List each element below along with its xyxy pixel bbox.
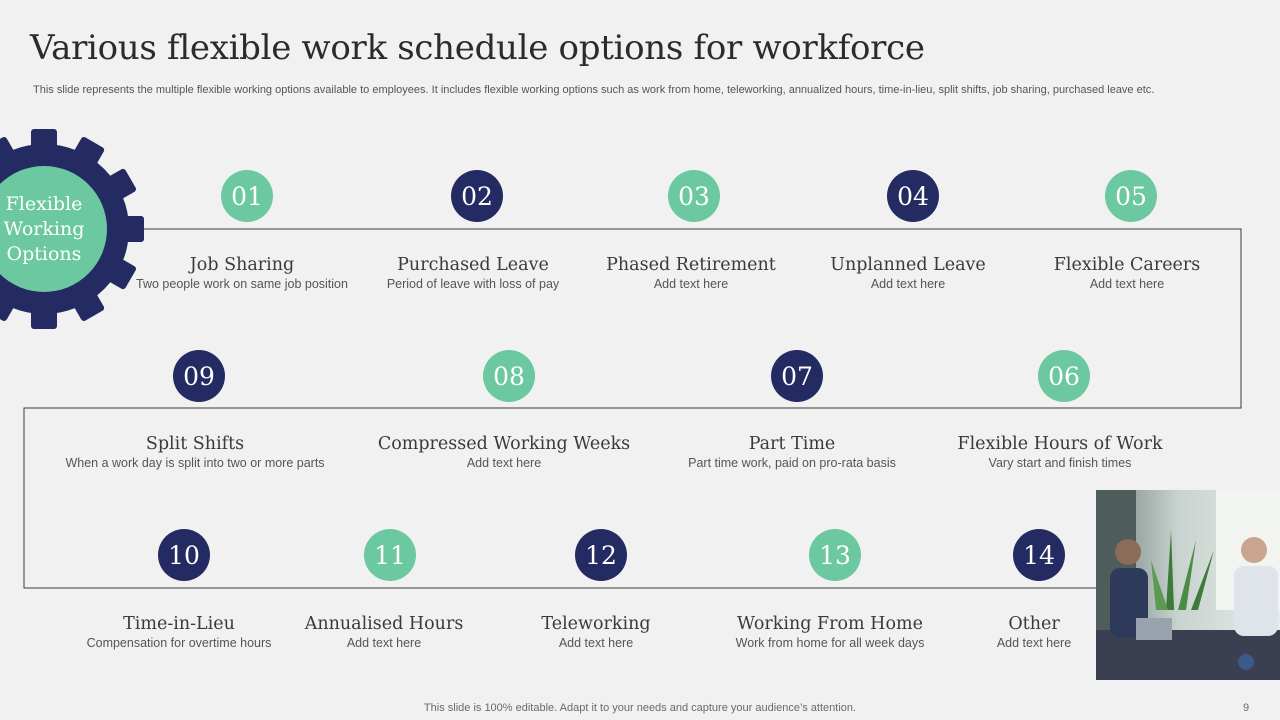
option-number-circle: 09 (173, 350, 225, 402)
option-description: Add text here (346, 636, 422, 650)
option-description: Compensation for overtime hours (86, 636, 272, 650)
option-description: Work from home for all week days (735, 636, 925, 650)
option-number-circle: 06 (1038, 350, 1090, 402)
option-title: Job Sharing (189, 255, 295, 275)
option-title: Unplanned Leave (830, 255, 986, 275)
option-description: Add text here (653, 277, 729, 291)
gear-label-line: Options (6, 243, 82, 265)
option-number-circle: 14 (1013, 529, 1065, 581)
option-description: Add text here (870, 277, 946, 291)
gear-label-line: Flexible (5, 193, 83, 215)
option-title: Part Time (748, 434, 836, 454)
option-description: When a work day is split into two or more parts (65, 456, 325, 470)
option-description: Two people work on same job position (136, 277, 348, 291)
option-number-circle: 10 (158, 529, 210, 581)
option-number-circle: 01 (221, 170, 273, 222)
option-item (642, 433, 942, 471)
gear-label (0, 192, 88, 267)
option-description: Add text here (558, 636, 634, 650)
option-title: Compressed Working Weeks (377, 434, 631, 454)
slide-title: Various flexible work schedule options for workforce (30, 28, 925, 68)
option-description: Add text here (466, 456, 542, 470)
option-item (45, 433, 345, 471)
option-description: Add text here (1089, 277, 1165, 291)
option-number-circle: 11 (364, 529, 416, 581)
option-number-circle: 13 (809, 529, 861, 581)
option-title: Working From Home (737, 614, 923, 634)
slide-subtitle: This slide represents the multiple flexible working options available to employees. It includes flexible working options such as work from home, teleworking, annualized hours, time-in-lieu, split shifts, job sharing, purchased leave etc. (33, 84, 1155, 96)
option-number-circle: 05 (1105, 170, 1157, 222)
footer-note: This slide is 100% editable. Adapt it to your needs and capture your audience’s attention. (423, 702, 857, 714)
option-description: Add text here (996, 636, 1072, 650)
option-description: Part time work, paid on pro-rata basis (688, 456, 896, 470)
option-title: Phased Retirement (606, 255, 776, 275)
page-number: 9 (1243, 702, 1250, 714)
option-item (977, 254, 1277, 292)
option-description: Vary start and finish times (988, 456, 1132, 470)
option-title: Purchased Leave (397, 255, 549, 275)
option-title: Flexible Careers (1053, 255, 1201, 275)
option-item (910, 433, 1210, 471)
option-item (354, 433, 654, 471)
option-title: Other (1008, 614, 1060, 634)
option-number-circle: 04 (887, 170, 939, 222)
option-title: Split Shifts (145, 434, 245, 454)
option-title: Flexible Hours of Work (957, 434, 1163, 454)
option-description: Period of leave with loss of pay (386, 277, 560, 291)
option-number-circle: 08 (483, 350, 535, 402)
option-title: Time-in-Lieu (123, 614, 235, 634)
option-number-circle: 03 (668, 170, 720, 222)
option-title: Annualised Hours (304, 614, 464, 634)
gear-label-line: Working (3, 218, 85, 240)
option-number-circle: 07 (771, 350, 823, 402)
option-number-circle: 12 (575, 529, 627, 581)
option-number-circle: 02 (451, 170, 503, 222)
office-meeting-photo (1096, 490, 1280, 680)
option-title: Teleworking (541, 614, 651, 634)
